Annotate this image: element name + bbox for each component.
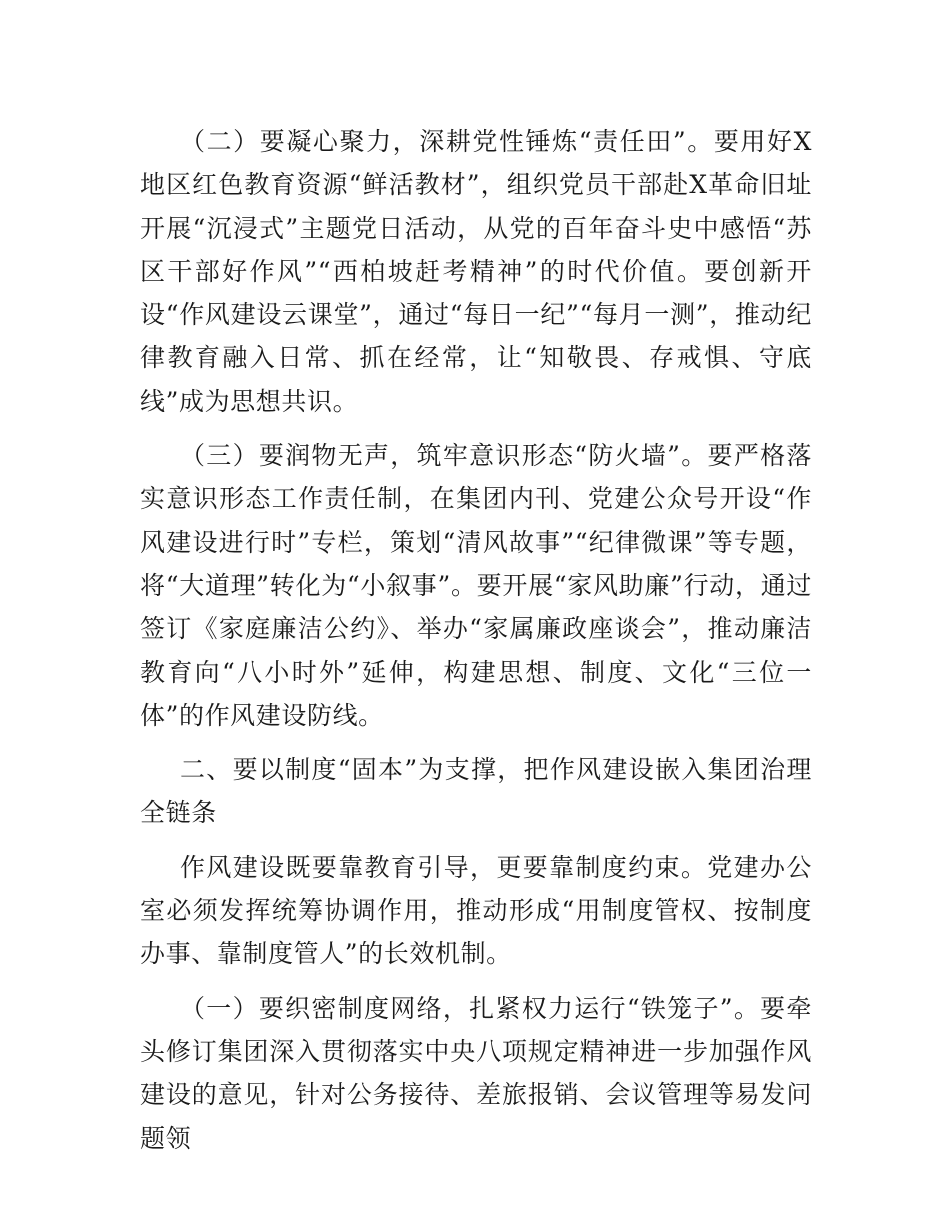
paragraph-section-2: （二）要凝心聚力，深耕党性锤炼“责任田”。要用好X地区红色教育资源“鲜活教材”，组织党员干部赴X革命旧址开展“沉浸式”主题党日活动，从党的百年奋斗史中感悟“苏区干部好作风”“西柏坡赶考精神”的时代价值。要创新开设“作风建设云课堂”，通过“每日一纪”“每月一测”，推动纪律教育融入日常、抓在经常，让“知敬畏、存戒惧、守底线”成为思想共识。 bbox=[140, 127, 812, 416]
paragraph-section-3: （三）要润物无声，筑牢意识形态“防火墙”。要严格落实意识形态工作责任制，在集团内刊、党建公众号开设“作风建设进行时”专栏，策划“清风故事”“纪律微课”等专题，将“大道理”转化为“小叙事”。要开展“家风助廉”行动，通过签订《家庭廉洁公约》、举办“家属廉政座谈会”，推动廉洁教育向“八小时外”延伸，构建思想、制度、文化“三位一体”的作风建设防线。 bbox=[140, 441, 812, 730]
document-page bbox=[140, 120, 812, 1171]
section-heading-two: 二、要以制度“固本”为支撑，把作风建设嵌入集团治理全链条 bbox=[140, 755, 812, 828]
paragraph-intro: 作风建设既要靠教育引导，更要靠制度约束。党建办公室必须发挥统筹协调作用，推动形成“用制度管权、按制度办事、靠制度管人”的长效机制。 bbox=[140, 852, 812, 969]
paragraph-subsection-1: （一）要织密制度网络，扎紧权力运行“铁笼子”。要牵头修订集团深入贯彻落实中央八项规定精神进一步加强作风建设的意见，针对公务接待、差旅报销、会议管理等易发问题领 bbox=[140, 993, 812, 1153]
